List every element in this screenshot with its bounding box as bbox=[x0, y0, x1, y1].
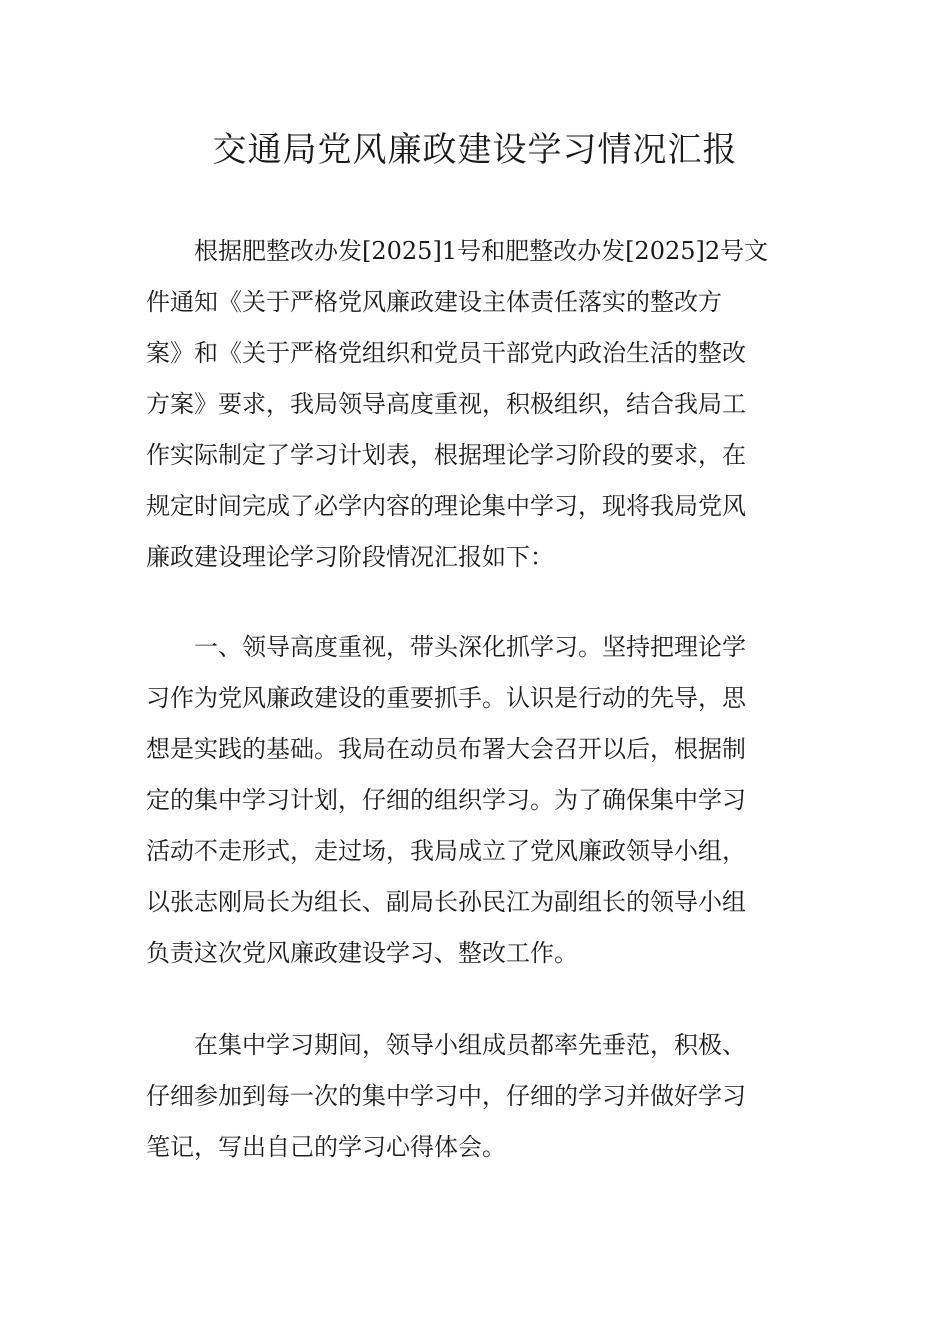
text-line: 根据肥整改办发[2025]1号和肥整改办发[2025]2号文 bbox=[146, 237, 769, 265]
paragraph-intro bbox=[146, 226, 806, 583]
text-line: 一、领导高度重视，带头深化抓学习。坚持把理论学 bbox=[146, 633, 746, 661]
paragraph-section-one bbox=[146, 622, 806, 979]
text-line: 习作为党风廉政建设的重要抓手。认识是行动的先导，思 bbox=[146, 684, 746, 712]
text-line: 廉政建设理论学习阶段情况汇报如下： bbox=[146, 543, 554, 571]
text-line: 仔细参加到每一次的集中学习中，仔细的学习并做好学习 bbox=[146, 1082, 746, 1110]
text-line: 笔记，写出自己的学习心得体会。 bbox=[146, 1133, 506, 1161]
text-line: 以张志刚局长为组长、副局长孙民江为副组长的领导小组 bbox=[146, 888, 746, 916]
text-line: 定的集中学习计划，仔细的组织学习。为了确保集中学习 bbox=[146, 786, 746, 814]
text-line: 规定时间完成了必学内容的理论集中学习，现将我局党风 bbox=[146, 492, 746, 520]
text-line: 案》和《关于严格党组织和党员干部党内政治生活的整改 bbox=[146, 339, 746, 367]
text-line: 负责这次党风廉政建设学习、整改工作。 bbox=[146, 939, 578, 967]
paragraph-study-period bbox=[146, 1020, 806, 1173]
text-line: 作实际制定了学习计划表，根据理论学习阶段的要求，在 bbox=[146, 441, 746, 469]
text-line: 件通知《关于严格党风廉政建设主体责任落实的整改方 bbox=[146, 288, 722, 316]
text-line: 方案》要求，我局领导高度重视，积极组织，结合我局工 bbox=[146, 390, 746, 418]
text-line: 在集中学习期间，领导小组成员都率先垂范，积极、 bbox=[146, 1031, 746, 1059]
text-line: 活动不走形式，走过场，我局成立了党风廉政领导小组， bbox=[146, 837, 746, 865]
document-title: 交通局党风廉政建设学习情况汇报 bbox=[212, 130, 738, 170]
text-line: 想是实践的基础。我局在动员布署大会召开以后，根据制 bbox=[146, 735, 746, 763]
